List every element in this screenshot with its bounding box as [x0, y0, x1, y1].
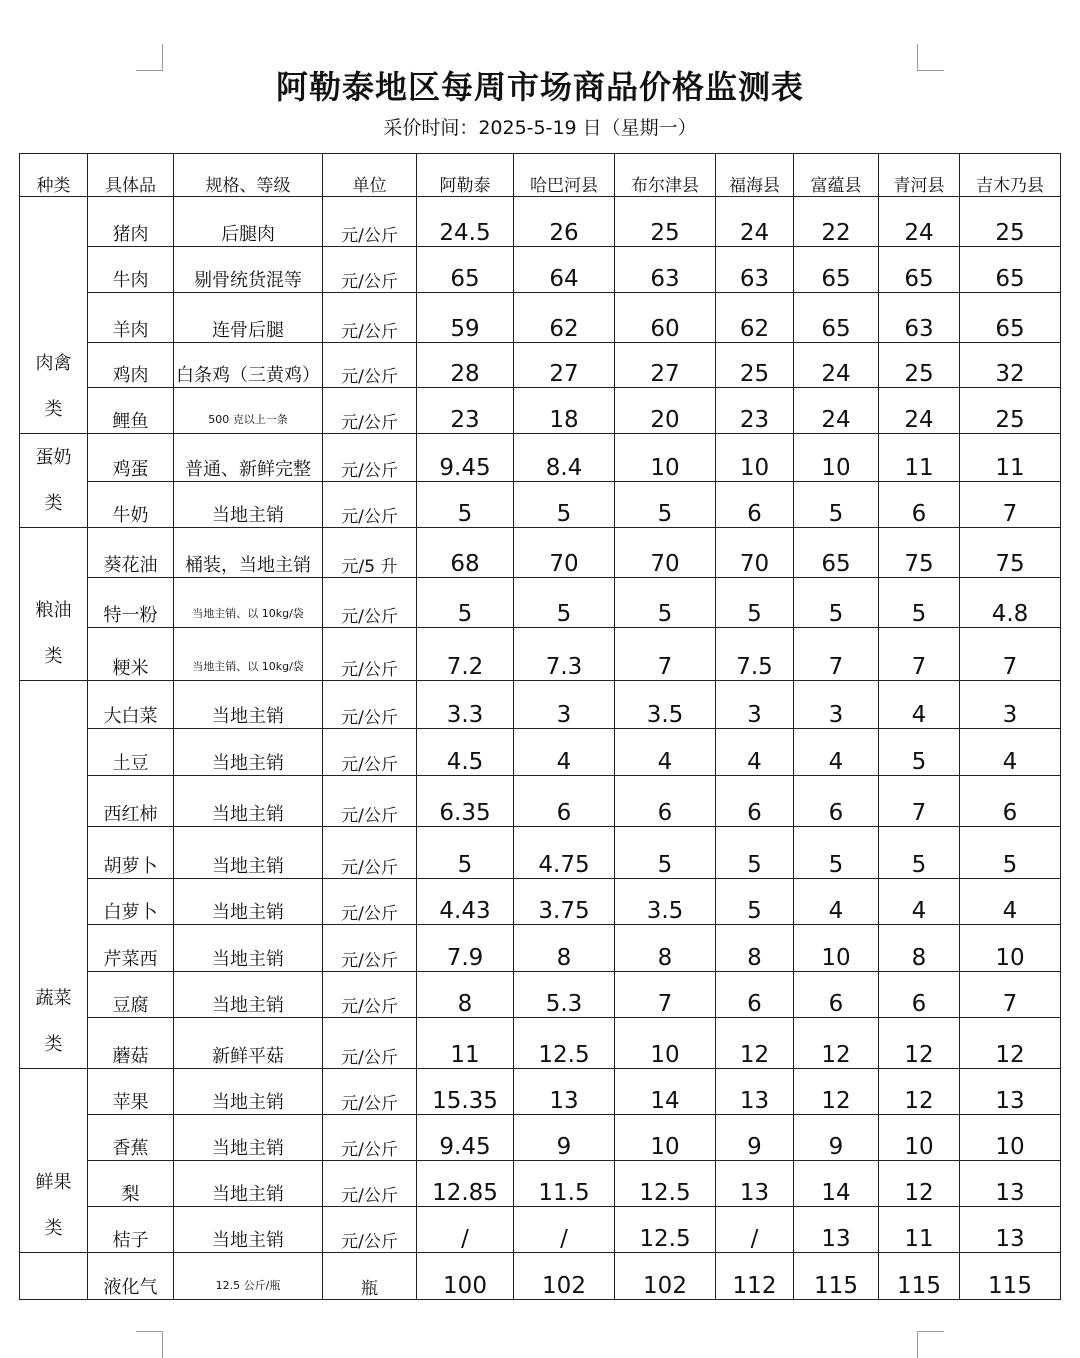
price-cell: 12: [879, 1069, 960, 1115]
price-cell: 14: [615, 1069, 716, 1115]
price-cell: 12: [794, 1018, 879, 1069]
unit-cell: 元/公斤: [323, 1161, 417, 1207]
price-cell: 4: [514, 729, 615, 776]
price-cell: 7: [960, 628, 1061, 681]
price-cell: 10: [794, 925, 879, 972]
spec-cell: 后腿肉: [174, 197, 323, 247]
price-cell: 7.3: [514, 628, 615, 681]
price-cell: 102: [514, 1253, 615, 1300]
price-cell: 7: [879, 776, 960, 827]
price-cell: 18: [514, 388, 615, 434]
page-title: 阿勒泰地区每周市场商品价格监测表: [275, 68, 804, 106]
column-header: 福海县: [716, 154, 794, 197]
price-cell: 8: [879, 925, 960, 972]
spec-cell: 当地主销: [174, 776, 323, 827]
price-cell: 65: [960, 247, 1061, 293]
price-cell: 75: [879, 528, 960, 578]
table-row: [20, 1018, 1061, 1069]
item-name-cell: 鲤鱼: [88, 388, 174, 434]
price-cell: 5: [615, 578, 716, 628]
category-label-line1: 粮油: [35, 600, 72, 621]
column-header: 吉木乃县: [960, 154, 1061, 197]
price-cell: 11.5: [514, 1161, 615, 1207]
item-name-cell: 白萝卜: [88, 879, 174, 925]
item-name-cell: 羊肉: [88, 293, 174, 343]
price-cell: 24.5: [417, 197, 514, 247]
price-cell: 32: [960, 343, 1061, 388]
unit-cell: 元/公斤: [323, 681, 417, 729]
item-name-cell: 牛奶: [88, 482, 174, 528]
price-cell: 7: [794, 628, 879, 681]
price-cell: 100: [417, 1253, 514, 1300]
table-row: [20, 293, 1061, 343]
item-name-cell: 猪肉: [88, 197, 174, 247]
price-cell: 27: [514, 343, 615, 388]
price-cell: 7: [615, 972, 716, 1018]
item-name-cell: 葵花油: [88, 528, 174, 578]
table-row: [20, 482, 1061, 528]
price-cell: 9: [514, 1115, 615, 1161]
category-cell: [20, 528, 88, 681]
spec-cell: 新鲜平菇: [174, 1018, 323, 1069]
unit-cell: 元/公斤: [323, 197, 417, 247]
price-cell: 4: [794, 729, 879, 776]
table-row: [20, 578, 1061, 628]
price-cell: 115: [960, 1253, 1061, 1300]
page-subtitle: 采价时间：2025-5-19 日（星期一）: [383, 117, 697, 139]
item-name-cell: 土豆: [88, 729, 174, 776]
price-cell: 24: [879, 388, 960, 434]
price-cell: 60: [615, 293, 716, 343]
price-cell: 115: [879, 1253, 960, 1300]
spec-cell: 普通、新鲜完整: [174, 434, 323, 482]
price-cell: 5: [794, 482, 879, 528]
price-cell: 12: [879, 1161, 960, 1207]
price-cell: 65: [879, 247, 960, 293]
item-name-cell: 胡萝卜: [88, 827, 174, 879]
unit-cell: 元/公斤: [323, 1069, 417, 1115]
price-cell: 10: [615, 1018, 716, 1069]
item-name-cell: 大白菜: [88, 681, 174, 729]
category-label-line1: 蛋奶: [35, 447, 72, 468]
spec-cell: 当地主销、以 10kg/袋: [174, 578, 323, 628]
category-label-line2: 类: [44, 1218, 63, 1239]
table-row: [20, 1115, 1061, 1161]
spec-cell: 当地主销: [174, 1069, 323, 1115]
price-cell: 12: [960, 1018, 1061, 1069]
price-cell: 10: [615, 434, 716, 482]
price-cell: 3: [794, 681, 879, 729]
price-cell: 23: [417, 388, 514, 434]
price-cell: 8: [417, 972, 514, 1018]
header-row: [20, 154, 1061, 197]
price-cell: 3.3: [417, 681, 514, 729]
price-cell: 4: [794, 879, 879, 925]
price-cell: 59: [417, 293, 514, 343]
price-cell: /: [716, 1207, 794, 1253]
price-cell: 4.5: [417, 729, 514, 776]
price-cell: 5: [879, 827, 960, 879]
price-cell: 9: [794, 1115, 879, 1161]
unit-cell: 元/公斤: [323, 388, 417, 434]
price-cell: 12.5: [615, 1207, 716, 1253]
price-table: [19, 153, 1061, 1300]
price-cell: 11: [879, 434, 960, 482]
table-row: [20, 1069, 1061, 1115]
price-cell: /: [514, 1207, 615, 1253]
price-cell: 4: [879, 879, 960, 925]
spec-cell: 桶装，当地主销: [174, 528, 323, 578]
unit-cell: 元/公斤: [323, 293, 417, 343]
price-cell: 11: [879, 1207, 960, 1253]
category-label-line2: 类: [44, 646, 63, 667]
price-cell: 6.35: [417, 776, 514, 827]
price-cell: 10: [716, 434, 794, 482]
price-cell: 70: [615, 528, 716, 578]
price-cell: 4: [615, 729, 716, 776]
category-label-line2: 类: [44, 493, 63, 514]
price-cell: 70: [716, 528, 794, 578]
unit-cell: 元/公斤: [323, 343, 417, 388]
price-cell: 5: [960, 827, 1061, 879]
price-cell: 26: [514, 197, 615, 247]
price-cell: 8: [716, 925, 794, 972]
price-cell: 4: [879, 681, 960, 729]
price-cell: 3.5: [615, 879, 716, 925]
price-cell: 24: [794, 388, 879, 434]
spec-cell: 当地主销: [174, 925, 323, 972]
price-cell: 13: [514, 1069, 615, 1115]
unit-cell: 元/公斤: [323, 1115, 417, 1161]
price-cell: 9.45: [417, 434, 514, 482]
price-cell: 5: [417, 827, 514, 879]
spec-cell: 当地主销: [174, 879, 323, 925]
table-row: [20, 528, 1061, 578]
item-name-cell: 梨: [88, 1161, 174, 1207]
item-name-cell: 鸡蛋: [88, 434, 174, 482]
price-cell: 27: [615, 343, 716, 388]
unit-cell: 元/公斤: [323, 482, 417, 528]
price-cell: 13: [794, 1207, 879, 1253]
category-label-line1: 鲜果: [35, 1172, 72, 1193]
table-row: [20, 388, 1061, 434]
category-label-line1: 肉禽: [35, 353, 72, 374]
item-name-cell: 粳米: [88, 628, 174, 681]
price-cell: 3.5: [615, 681, 716, 729]
price-cell: 7.9: [417, 925, 514, 972]
price-cell: 3: [960, 681, 1061, 729]
price-cell: 10: [960, 925, 1061, 972]
price-cell: 65: [417, 247, 514, 293]
item-name-cell: 蘑菇: [88, 1018, 174, 1069]
corner-mark-bottom-right: [917, 1331, 944, 1358]
unit-cell: 元/公斤: [323, 247, 417, 293]
price-cell: 23: [716, 388, 794, 434]
column-header: 规格、等级: [174, 154, 323, 197]
price-cell: 12.5: [514, 1018, 615, 1069]
price-cell: 6: [879, 972, 960, 1018]
category-cell: [20, 1069, 88, 1253]
price-cell: 5: [716, 879, 794, 925]
table-row: [20, 247, 1061, 293]
price-cell: 5: [879, 578, 960, 628]
table-row: [20, 925, 1061, 972]
item-name-cell: 豆腐: [88, 972, 174, 1018]
column-header: 阿勒泰: [417, 154, 514, 197]
spec-cell: 500 克以上一条: [174, 388, 323, 434]
price-cell: 65: [794, 247, 879, 293]
price-cell: 3: [716, 681, 794, 729]
price-cell: 3.75: [514, 879, 615, 925]
spec-cell: 剔骨统货混等: [174, 247, 323, 293]
price-cell: 70: [514, 528, 615, 578]
price-cell: 6: [514, 776, 615, 827]
price-cell: 5: [417, 482, 514, 528]
table-row: [20, 972, 1061, 1018]
price-cell: 62: [716, 293, 794, 343]
unit-cell: 元/公斤: [323, 628, 417, 681]
item-name-cell: 西红柿: [88, 776, 174, 827]
spec-cell: 当地主销: [174, 1161, 323, 1207]
price-cell: 63: [615, 247, 716, 293]
price-cell: 12.85: [417, 1161, 514, 1207]
table-row: [20, 434, 1061, 482]
price-cell: 13: [960, 1161, 1061, 1207]
category-label-line2: 类: [44, 1034, 63, 1055]
price-cell: 63: [879, 293, 960, 343]
item-name-cell: 牛肉: [88, 247, 174, 293]
price-cell: 6: [716, 482, 794, 528]
spec-cell: 白条鸡（三黄鸡）: [174, 343, 323, 388]
price-cell: 3: [514, 681, 615, 729]
price-cell: 10: [615, 1115, 716, 1161]
table-row: [20, 343, 1061, 388]
price-cell: 7: [960, 972, 1061, 1018]
price-cell: 6: [794, 972, 879, 1018]
price-cell: 13: [716, 1069, 794, 1115]
price-cell: 5.3: [514, 972, 615, 1018]
table-row: [20, 628, 1061, 681]
price-cell: 12: [794, 1069, 879, 1115]
price-cell: 5: [514, 482, 615, 528]
spec-cell: 12.5 公斤/瓶: [174, 1253, 323, 1300]
price-cell: 25: [960, 388, 1061, 434]
price-cell: 4: [716, 729, 794, 776]
price-cell: 5: [716, 578, 794, 628]
item-name-cell: 芹菜西: [88, 925, 174, 972]
price-cell: 8: [514, 925, 615, 972]
table-row: [20, 197, 1061, 247]
spec-cell: 当地主销: [174, 482, 323, 528]
unit-cell: 元/公斤: [323, 1018, 417, 1069]
price-cell: 102: [615, 1253, 716, 1300]
column-header: 种类: [20, 154, 88, 197]
price-cell: 25: [879, 343, 960, 388]
price-cell: 8: [615, 925, 716, 972]
price-cell: 20: [615, 388, 716, 434]
price-cell: 7: [615, 628, 716, 681]
spec-cell: 当地主销: [174, 972, 323, 1018]
price-cell: 6: [716, 972, 794, 1018]
price-cell: 5: [615, 482, 716, 528]
price-cell: 28: [417, 343, 514, 388]
price-cell: 115: [794, 1253, 879, 1300]
price-cell: 5: [514, 578, 615, 628]
price-cell: 5: [794, 578, 879, 628]
price-cell: 65: [794, 528, 879, 578]
column-header: 布尔津县: [615, 154, 716, 197]
corner-mark-bottom-left: [136, 1331, 163, 1358]
unit-cell: 元/公斤: [323, 925, 417, 972]
price-cell: 13: [716, 1161, 794, 1207]
price-cell: 13: [960, 1069, 1061, 1115]
column-header: 哈巴河县: [514, 154, 615, 197]
unit-cell: 元/公斤: [323, 879, 417, 925]
price-cell: /: [417, 1207, 514, 1253]
table-row: [20, 879, 1061, 925]
table-row: [20, 1161, 1061, 1207]
price-cell: 6: [794, 776, 879, 827]
price-cell: 25: [716, 343, 794, 388]
unit-cell: 元/公斤: [323, 972, 417, 1018]
table-body: [20, 154, 1061, 1300]
table-row: [20, 729, 1061, 776]
price-cell: 4.8: [960, 578, 1061, 628]
price-cell: 15.35: [417, 1069, 514, 1115]
price-cell: 5: [794, 827, 879, 879]
price-cell: 65: [960, 293, 1061, 343]
category-label-line2: 类: [44, 399, 63, 420]
price-cell: 14: [794, 1161, 879, 1207]
price-cell: 24: [794, 343, 879, 388]
price-cell: 7: [960, 482, 1061, 528]
unit-cell: 瓶: [323, 1253, 417, 1300]
column-header: 单位: [323, 154, 417, 197]
price-cell: 11: [417, 1018, 514, 1069]
unit-cell: 元/公斤: [323, 729, 417, 776]
price-cell: 68: [417, 528, 514, 578]
unit-cell: 元/公斤: [323, 1207, 417, 1253]
spec-cell: 当地主销: [174, 681, 323, 729]
unit-cell: 元/公斤: [323, 578, 417, 628]
price-cell: 4: [960, 879, 1061, 925]
price-cell: 13: [960, 1207, 1061, 1253]
unit-cell: 元/公斤: [323, 827, 417, 879]
price-cell: 25: [615, 197, 716, 247]
unit-cell: 元/公斤: [323, 776, 417, 827]
price-cell: 7.2: [417, 628, 514, 681]
price-cell: 5: [417, 578, 514, 628]
item-name-cell: 苹果: [88, 1069, 174, 1115]
spec-cell: 当地主销: [174, 827, 323, 879]
category-cell: [20, 681, 88, 1069]
price-cell: 12.5: [615, 1161, 716, 1207]
price-cell: 63: [716, 247, 794, 293]
price-cell: 4.43: [417, 879, 514, 925]
price-cell: 10: [960, 1115, 1061, 1161]
price-cell: 11: [960, 434, 1061, 482]
price-cell: 75: [960, 528, 1061, 578]
price-cell: 5: [879, 729, 960, 776]
unit-cell: 元/公斤: [323, 434, 417, 482]
price-cell: 65: [794, 293, 879, 343]
price-cell: 10: [794, 434, 879, 482]
price-cell: 6: [615, 776, 716, 827]
table-row: [20, 776, 1061, 827]
category-cell: [20, 1253, 88, 1300]
item-name-cell: 特一粉: [88, 578, 174, 628]
price-cell: 6: [960, 776, 1061, 827]
price-cell: 7: [879, 628, 960, 681]
price-cell: 7.5: [716, 628, 794, 681]
price-cell: 12: [716, 1018, 794, 1069]
price-cell: 112: [716, 1253, 794, 1300]
spec-cell: 当地主销: [174, 729, 323, 776]
table-row: [20, 1253, 1061, 1300]
column-header: 具体品: [88, 154, 174, 197]
spec-cell: 当地主销: [174, 1207, 323, 1253]
column-header: 青河县: [879, 154, 960, 197]
item-name-cell: 鸡肉: [88, 343, 174, 388]
price-cell: 10: [879, 1115, 960, 1161]
unit-cell: 元/5 升: [323, 528, 417, 578]
price-cell: 64: [514, 247, 615, 293]
price-cell: 9.45: [417, 1115, 514, 1161]
column-header: 富蕴县: [794, 154, 879, 197]
item-name-cell: 香蕉: [88, 1115, 174, 1161]
price-cell: 6: [879, 482, 960, 528]
price-cell: 22: [794, 197, 879, 247]
category-label-line1: 蔬菜: [35, 988, 72, 1009]
spec-cell: 当地主销、以 10kg/袋: [174, 628, 323, 681]
table-row: [20, 827, 1061, 879]
price-cell: 6: [716, 776, 794, 827]
price-cell: 62: [514, 293, 615, 343]
table-row: [20, 681, 1061, 729]
spec-cell: 当地主销: [174, 1115, 323, 1161]
price-cell: 12: [879, 1018, 960, 1069]
category-cell: [20, 434, 88, 528]
category-cell: [20, 197, 88, 434]
price-cell: 9: [716, 1115, 794, 1161]
price-cell: 5: [716, 827, 794, 879]
price-cell: 4: [960, 729, 1061, 776]
price-cell: 25: [960, 197, 1061, 247]
price-cell: 5: [615, 827, 716, 879]
spec-cell: 连骨后腿: [174, 293, 323, 343]
item-name-cell: 桔子: [88, 1207, 174, 1253]
price-cell: 24: [716, 197, 794, 247]
price-cell: 4.75: [514, 827, 615, 879]
item-name-cell: 液化气: [88, 1253, 174, 1300]
price-cell: 8.4: [514, 434, 615, 482]
table-row: [20, 1207, 1061, 1253]
price-cell: 24: [879, 197, 960, 247]
